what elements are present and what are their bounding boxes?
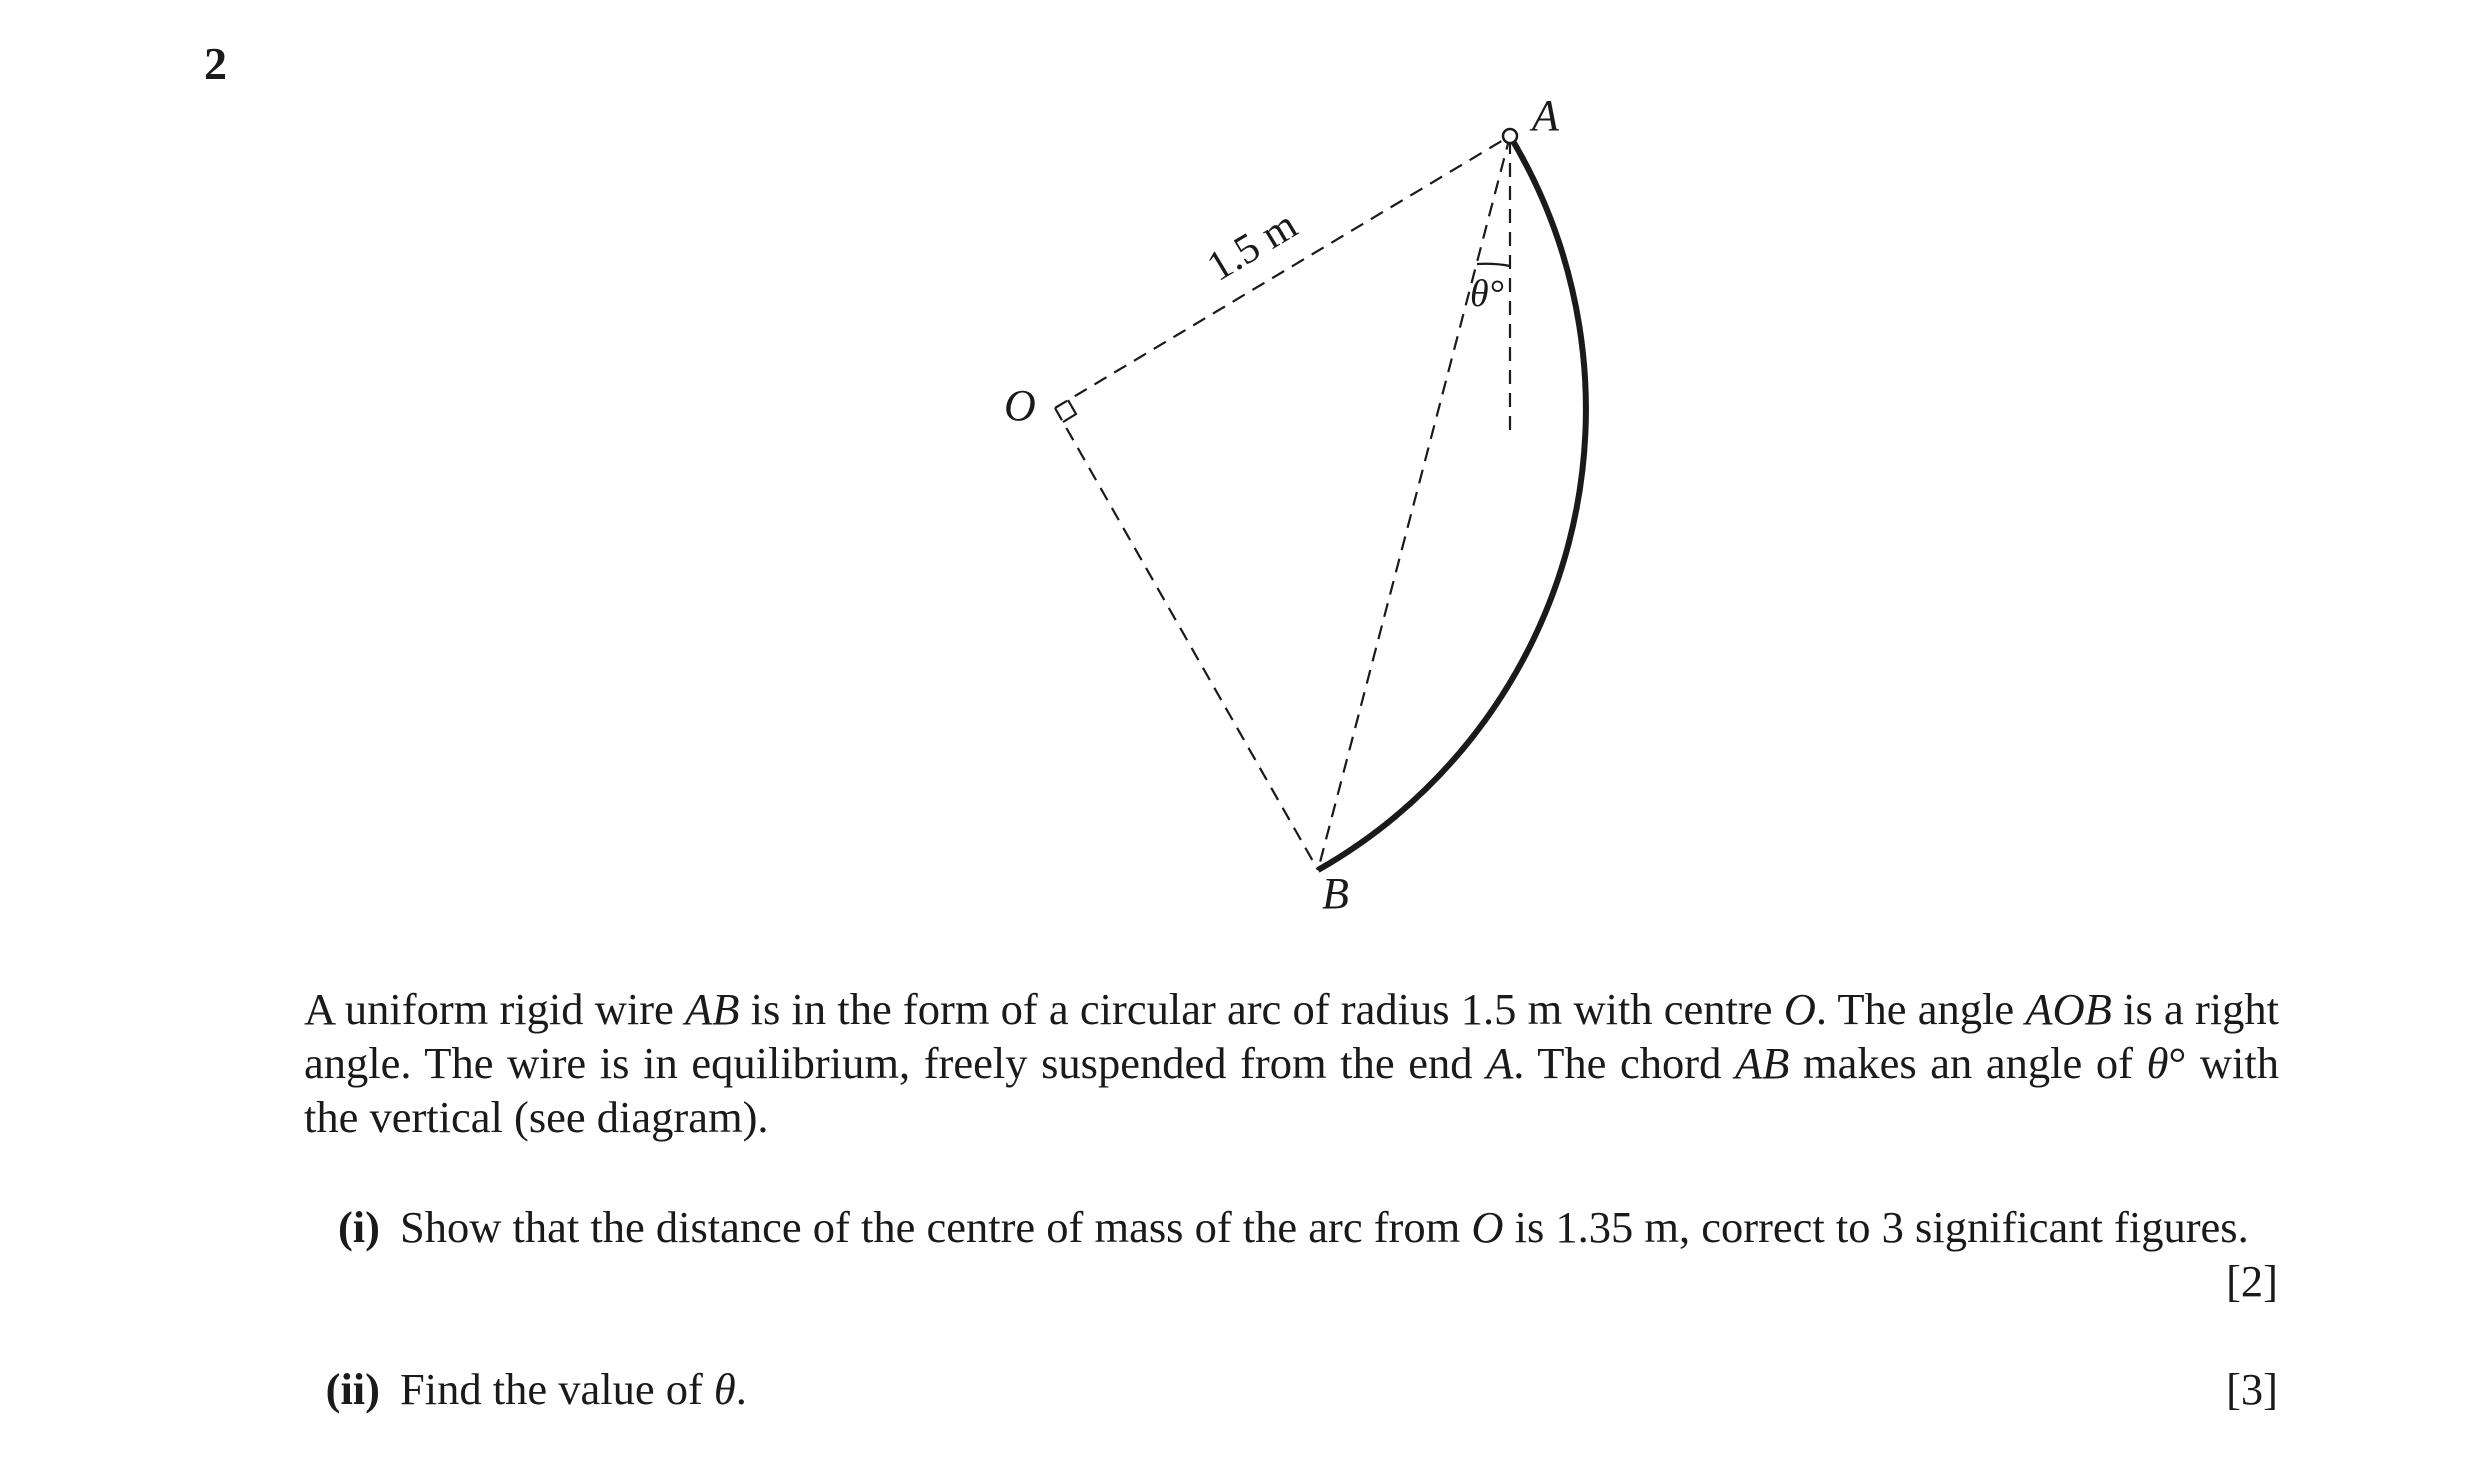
part-i-label: (i) [337,1202,380,1252]
part-i-text-1: Show that the distance of the centre of mass of the arc from [400,1202,1472,1252]
stem-var-theta: θ [2146,1038,2169,1088]
label-B: B [1322,869,1349,918]
label-A: A [1532,91,1559,140]
stem-text-2: is in the form of a circular arc of radius 1.5 m with centre [739,984,1784,1034]
stem-var-AB: AB [685,984,740,1034]
part-i-var-O: O [1471,1202,1504,1252]
part-i-text-2: is 1.35 m, correct to 3 significant figures. [1503,1202,2249,1252]
stem-var-A: A [1486,1038,1514,1088]
label-radius: 1.5 m [1199,201,1306,291]
part-ii-text [400,1362,1900,1416]
label-theta: θ° [1470,273,1504,315]
part-ii-marks: [3] [2226,1364,2278,1414]
stem-var-AB-2: AB [1735,1038,1790,1088]
part-i-marks: [2] [2226,1256,2278,1306]
part-ii-var-theta: θ [713,1364,736,1414]
stem-text-6: makes an angle of [1789,1038,2147,1088]
part-i-text [400,1200,2278,1254]
stem-var-O: O [1783,984,1816,1034]
stem-text-5: . The chord [1513,1038,1735,1088]
stem-var-AOB: AOB [2025,984,2112,1034]
part-ii-text-2: . [735,1364,747,1414]
chord-AB-line [1318,136,1510,870]
stem-text-1: A uniform rigid wire [304,984,686,1034]
question-number: 2 [204,38,227,89]
question-stem [304,982,2279,1144]
stem-text-3: . The angle [1815,984,2026,1034]
radius-OB-line [1055,408,1318,870]
part-i [0,1200,2481,1320]
wire-arc [1318,136,1586,870]
part-ii-text-1: Find the value of [400,1364,714,1414]
stem-text-4: is a right angle. The wire is in equilibrium, freely suspended from the end [304,984,2280,1088]
label-O: O [1004,381,1036,430]
stem-text-7: ° with the vertical (see diagram). [304,1038,2279,1142]
part-ii-label: (ii) [325,1364,380,1414]
radius-OA-line [1055,136,1510,408]
part-ii [0,1362,2481,1422]
theta-angle-arc [1477,264,1510,266]
pivot-point [1503,129,1517,143]
